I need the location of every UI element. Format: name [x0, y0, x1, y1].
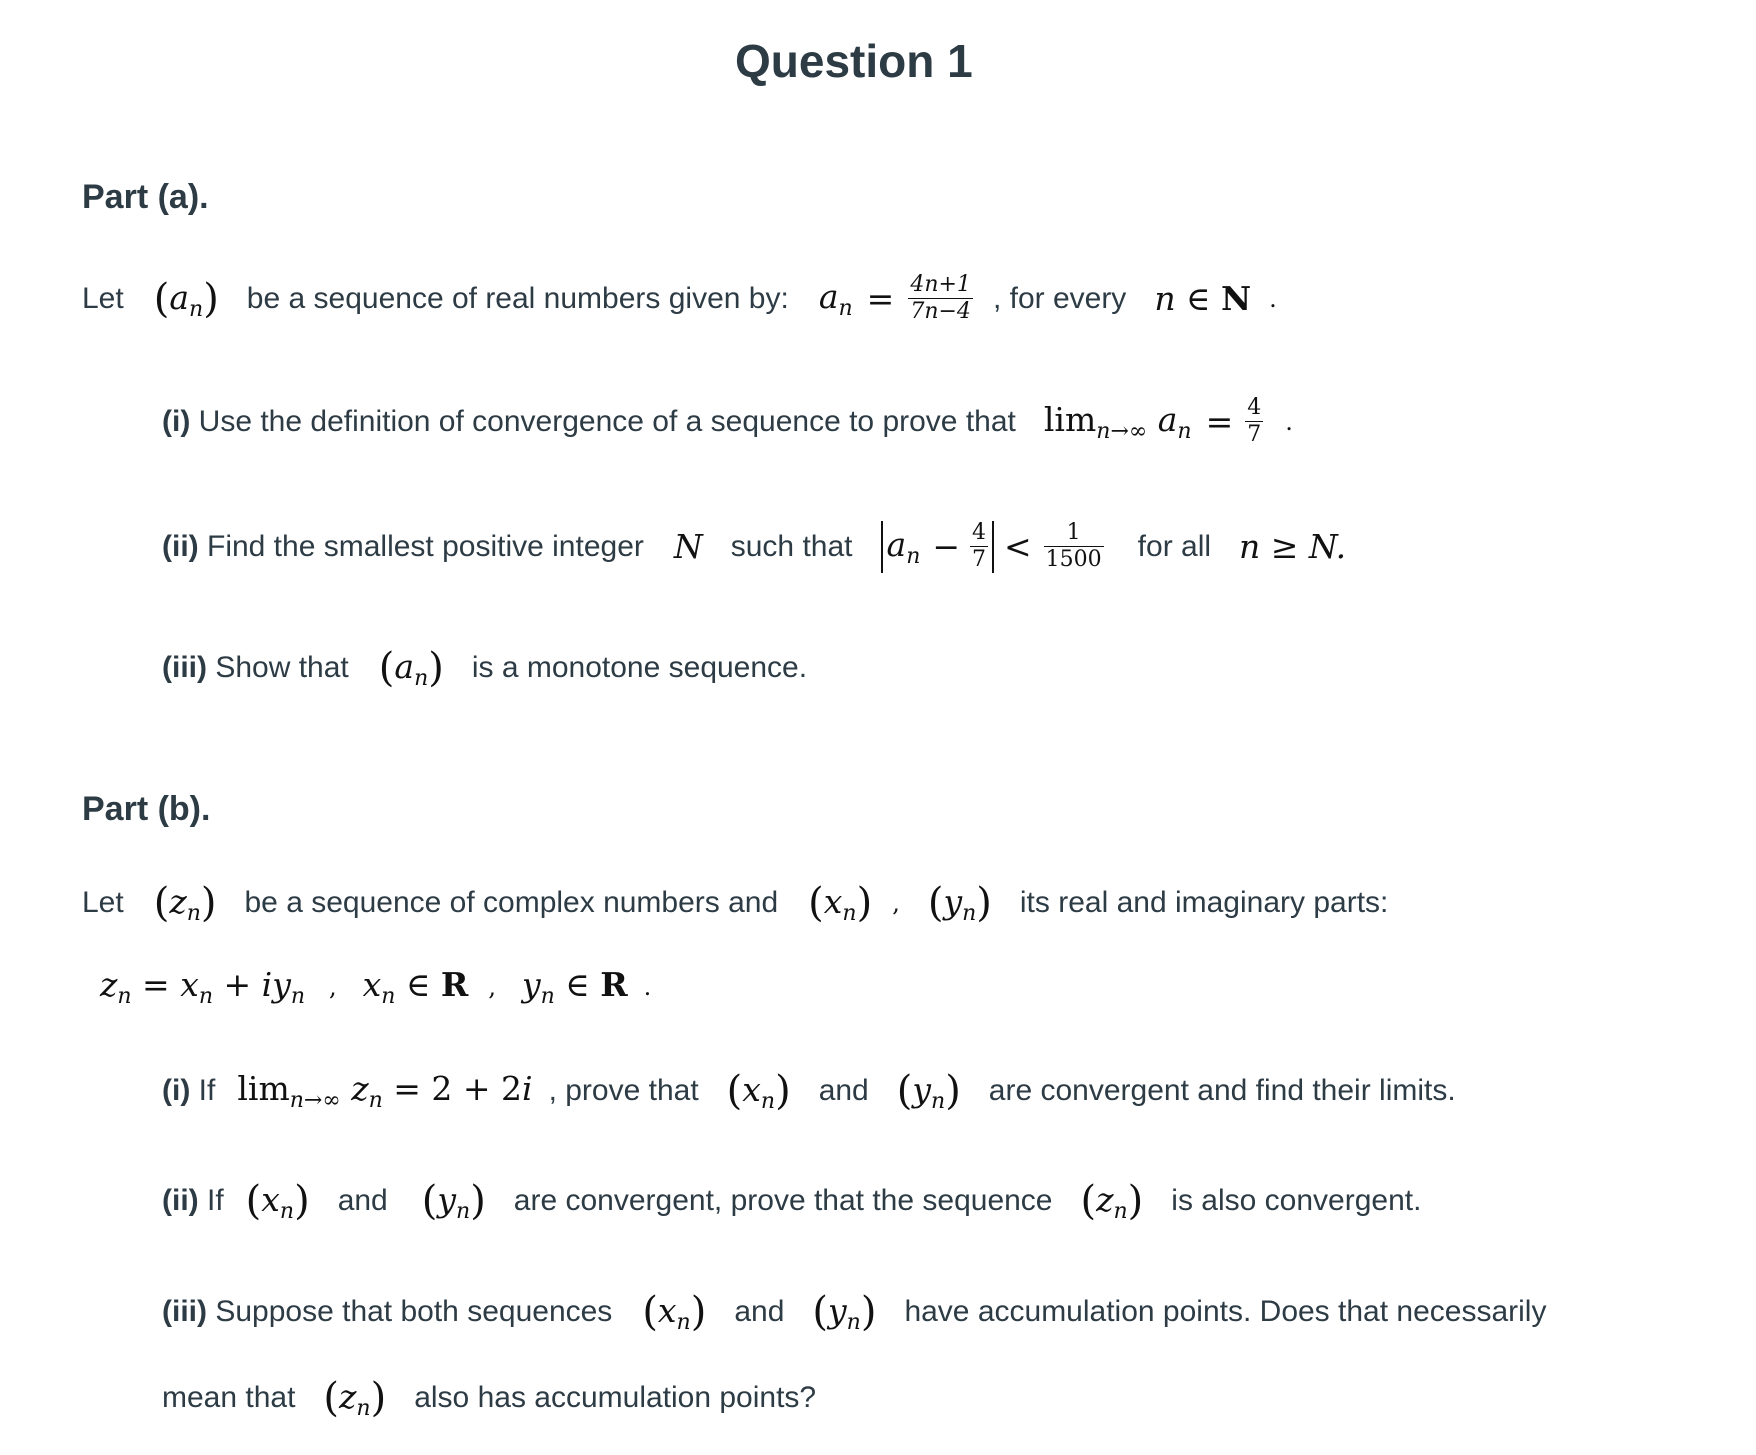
item-text-4: also has accumulation points? — [414, 1381, 817, 1414]
comma: , — [892, 889, 900, 917]
limit-expression: $\lim_{n\to\infty} a_n$ — [1043, 399, 1192, 444]
and-word: and — [337, 1184, 388, 1217]
sequence-x-notation: $(x_n)$ — [808, 880, 873, 926]
intro-text-1: be a sequence of real numbers given by: — [246, 281, 789, 315]
part-b-item-i — [162, 1068, 1456, 1114]
def-dot: . — [643, 973, 652, 1001]
sequence-y-notation: $(y_n)$ — [812, 1289, 877, 1335]
y-in-reals: $y_n$ ∈ R — [521, 965, 628, 1009]
intro-dot: . — [1269, 284, 1277, 313]
sequence-y-notation: $(y_n)$ — [927, 880, 992, 926]
item-text-1: (iii) Show that — [162, 651, 349, 684]
item-text-2: have accumulation points. Does that necessarily — [904, 1295, 1547, 1328]
and-word: and — [818, 1074, 869, 1107]
intro-text-2: its real and imaginary parts: — [1019, 886, 1389, 919]
part-b-item-ii — [162, 1178, 1421, 1224]
sequence-x-notation: $(x_n)$ — [245, 1178, 310, 1224]
epsilon-fraction: $\frac{1}{1500}$ — [1045, 520, 1102, 572]
less-than-sign: < — [1004, 527, 1032, 566]
item-text-3: are convergent and find their limits. — [988, 1074, 1456, 1107]
x-in-reals: $x_n$ ∈ R — [362, 965, 469, 1009]
abs-bar-left — [881, 521, 883, 573]
intro-text-2: , for every — [992, 281, 1127, 315]
comma-1: , — [329, 973, 337, 1001]
part-a-item-iii — [162, 645, 807, 691]
sequence-z-notation: $(z_n)$ — [153, 880, 217, 926]
item-text-1: (iii) Suppose that both sequences — [162, 1295, 613, 1328]
intro-let: Let — [82, 281, 124, 315]
sequence-a-notation: $(a_n)$ — [378, 645, 444, 691]
n-condition: n ≥ N. — [1239, 527, 1347, 566]
abs-bar-right — [992, 521, 994, 573]
an-symbol: $a_n$ — [886, 524, 921, 569]
z-decomposition: $z_n = x_n + iy_n$ — [100, 965, 306, 1009]
an-formula-fraction: $\frac{4n+1}{7n-4}$ — [910, 272, 971, 324]
item-text-3: is also convergent. — [1171, 1184, 1422, 1217]
item-text-2: is a monotone sequence. — [471, 651, 808, 684]
limit-value-fraction: $\frac{4}{7}$ — [1247, 395, 1262, 447]
four-sevenths-fraction: $\frac{4}{7}$ — [972, 520, 987, 572]
item-dot: . — [1285, 407, 1293, 436]
sequence-x-notation: $(x_n)$ — [726, 1068, 791, 1114]
item-text-2: , prove that — [548, 1074, 699, 1107]
item-text-1: (i) If — [162, 1074, 216, 1107]
and-word: and — [734, 1295, 785, 1328]
part-b-heading: Part (b). — [82, 790, 211, 828]
sequence-x-notation: $(x_n)$ — [642, 1289, 707, 1335]
part-b-item-iii — [162, 1289, 1546, 1335]
part-b-item-iii-continued — [162, 1375, 816, 1421]
comma-2: , — [488, 973, 496, 1001]
sequence-a-notation: $(a_n)$ — [153, 275, 219, 322]
intro-let: Let — [82, 886, 124, 919]
sequence-z-notation: $(z_n)$ — [1080, 1178, 1144, 1224]
item-text-2: such that — [730, 529, 853, 563]
part-a-intro — [82, 272, 1277, 325]
limit-expression: $\lim_{n\to\infty} z_n = 2 + 2i$ — [237, 1069, 533, 1113]
part-a-heading: Part (a). — [82, 178, 209, 216]
part-a-item-i — [162, 395, 1293, 448]
sequence-y-notation: $(y_n)$ — [421, 1178, 486, 1224]
n-in-naturals: n ∈ N — [1154, 279, 1252, 318]
sequence-z-notation: $(z_n)$ — [323, 1375, 387, 1421]
item-text-2: are convergent, prove that the sequence — [513, 1184, 1053, 1217]
part-a-item-ii — [162, 520, 1346, 573]
z-definition — [100, 965, 651, 1009]
intro-text-1: be a sequence of complex numbers and — [244, 886, 779, 919]
item-text-1: (ii) Find the smallest positive integer — [162, 529, 644, 563]
equals-sign: = — [1205, 402, 1234, 441]
minus-sign: − — [932, 527, 961, 566]
page-title: Question 1 — [735, 35, 973, 87]
item-text-3: for all — [1137, 529, 1212, 563]
part-b-intro — [82, 880, 1388, 926]
an-symbol: $a_n$ — [818, 276, 853, 321]
item-text: (i) Use the definition of convergence of a sequence to prove that — [162, 404, 1016, 438]
sequence-y-notation: $(y_n)$ — [896, 1068, 961, 1114]
N-symbol: N — [673, 527, 703, 566]
item-text-3: mean that — [162, 1381, 296, 1414]
item-text-1: (ii) If — [162, 1184, 224, 1217]
equals-sign: = — [866, 279, 895, 318]
